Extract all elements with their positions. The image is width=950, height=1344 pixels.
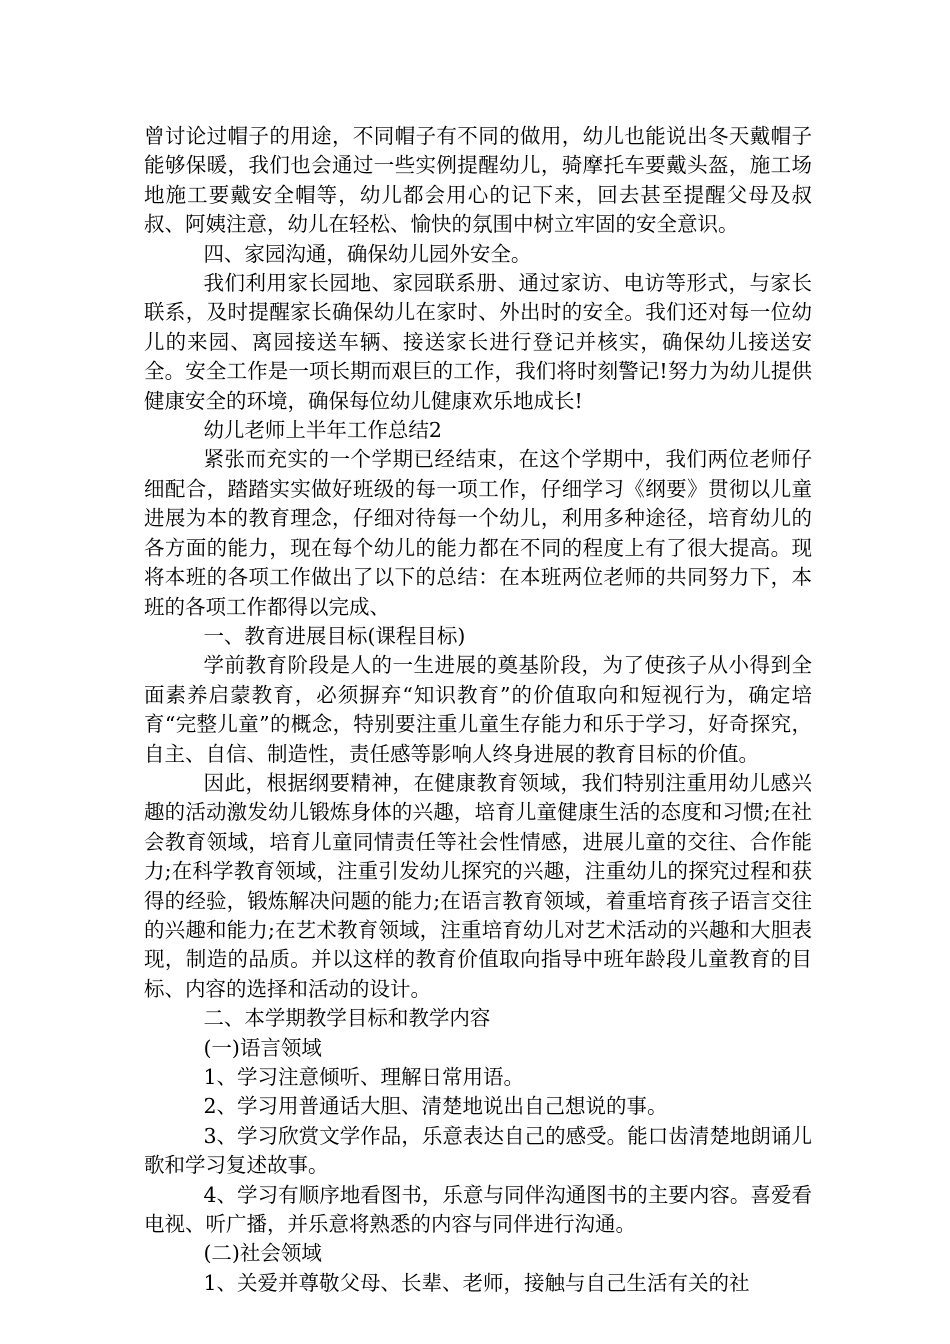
heading-language-domain: (一)语言领域	[203, 1035, 322, 1060]
section-title-summary-2: 幼儿老师上半年工作总结2	[203, 418, 442, 443]
list-item-social-1: 1、关爱并尊敬父母、长辈、老师，接触与自己生活有关的社	[203, 1270, 750, 1295]
paragraph-parent-contact: 我们利用家长园地、家园联系册、通过家访、电访等形式，与家长联系，及时提醒家长确保幼儿在家时、外出时的安全。我们还对每一位幼儿的来园、离园接送车辆、接送家长进行登记并核实，确保幼儿接送安全。安全工作是一项长期而艰巨的工作，我们将时刻警记!努力为幼儿提供健康安全的环境，确保每位幼儿健康欢乐地成长!	[144, 271, 812, 413]
document-body	[144, 122, 812, 1298]
list-item-language-1: 1、学习注意倾听、理解日常用语。	[203, 1065, 524, 1089]
list-item-language-3: 3、学习欣赏文学作品，乐意表达自己的感受。能口齿清楚地朗诵儿歌和学习复述故事。	[144, 1123, 812, 1178]
paragraph-guideline-spirit: 因此，根据纲要精神，在健康教育领域，我们特别注重用幼儿感兴趣的活动激发幼儿锻炼身体的兴趣，培育儿童健康生活的态度和习惯;在社会教育领域，培育儿童同情责任等社会性情感，进展儿童的交往、合作能力;在科学教育领域，注重引发幼儿探究的兴趣，注重幼儿的探究过程和获得的经验，锻炼解决问题的能力;在语言教育领域，着重培育孩子语言交往的兴趣和能力;在艺术教育领域，注重培育幼儿对艺术活动的兴趣和大胆表现，制造的品质。并以这样的教育价值取向指导中班年龄段儿童教育的目标、内容的选择和活动的设计。	[144, 770, 812, 1001]
heading-education-goals: 一、教育进展目标(课程目标)	[203, 623, 466, 648]
paragraph-preschool-stage: 学前教育阶段是人的一生进展的奠基阶段，为了使孩子从小得到全面素养启蒙教育，必须摒弃“知识教育”的价值取向和短视行为，确定培育“完整儿童”的概念，特别要注重儿童生存能力和乐于学习，好奇探究，自主、自信、制造性，责任感等影响人终身进展的教育目标的价值。	[144, 653, 812, 766]
heading-home-school-communication: 四、家园沟通，确保幼儿园外安全。	[203, 241, 532, 266]
paragraph-safety-awareness: 曾讨论过帽子的用途，不同帽子有不同的做用，幼儿也能说出冬天戴帽子能够保暖，我们也会通过一些实例提醒幼儿，骑摩托车要戴头盔，施工场地施工要戴安全帽等，幼儿都会用心的记下来，回去甚至提醒父母及叔叔、阿姨注意，幼儿在轻松、愉快的氛围中树立牢固的安全意识。	[144, 124, 812, 237]
list-item-language-4: 4、学习有顺序地看图书，乐意与同伴沟通图书的主要内容。喜爱看电视、听广播，并乐意将熟悉的内容与同伴进行沟通。	[144, 1182, 812, 1237]
heading-teaching-goals-content: 二、本学期教学目标和教学内容	[203, 1006, 491, 1031]
heading-social-domain: (二)社会领域	[203, 1241, 322, 1266]
list-item-language-2: 2、学习用普通话大胆、清楚地说出自己想说的事。	[203, 1094, 668, 1119]
paragraph-semester-overview: 紧张而充实的一个学期已经结束，在这个学期中，我们两位老师仔细配合，踏踏实实做好班级的每一项工作，仔细学习《纲要》贯彻以儿童进展为本的教育理念，仔细对待每一个幼儿，利用多种途径，培育幼儿的各方面的能力，现在每个幼儿的能力都在不同的程度上有了很大提高。现将本班的各项工作做出了以下的总结：在本班两位老师的共同努力下，本班的各项工作都得以完成、	[144, 447, 812, 619]
